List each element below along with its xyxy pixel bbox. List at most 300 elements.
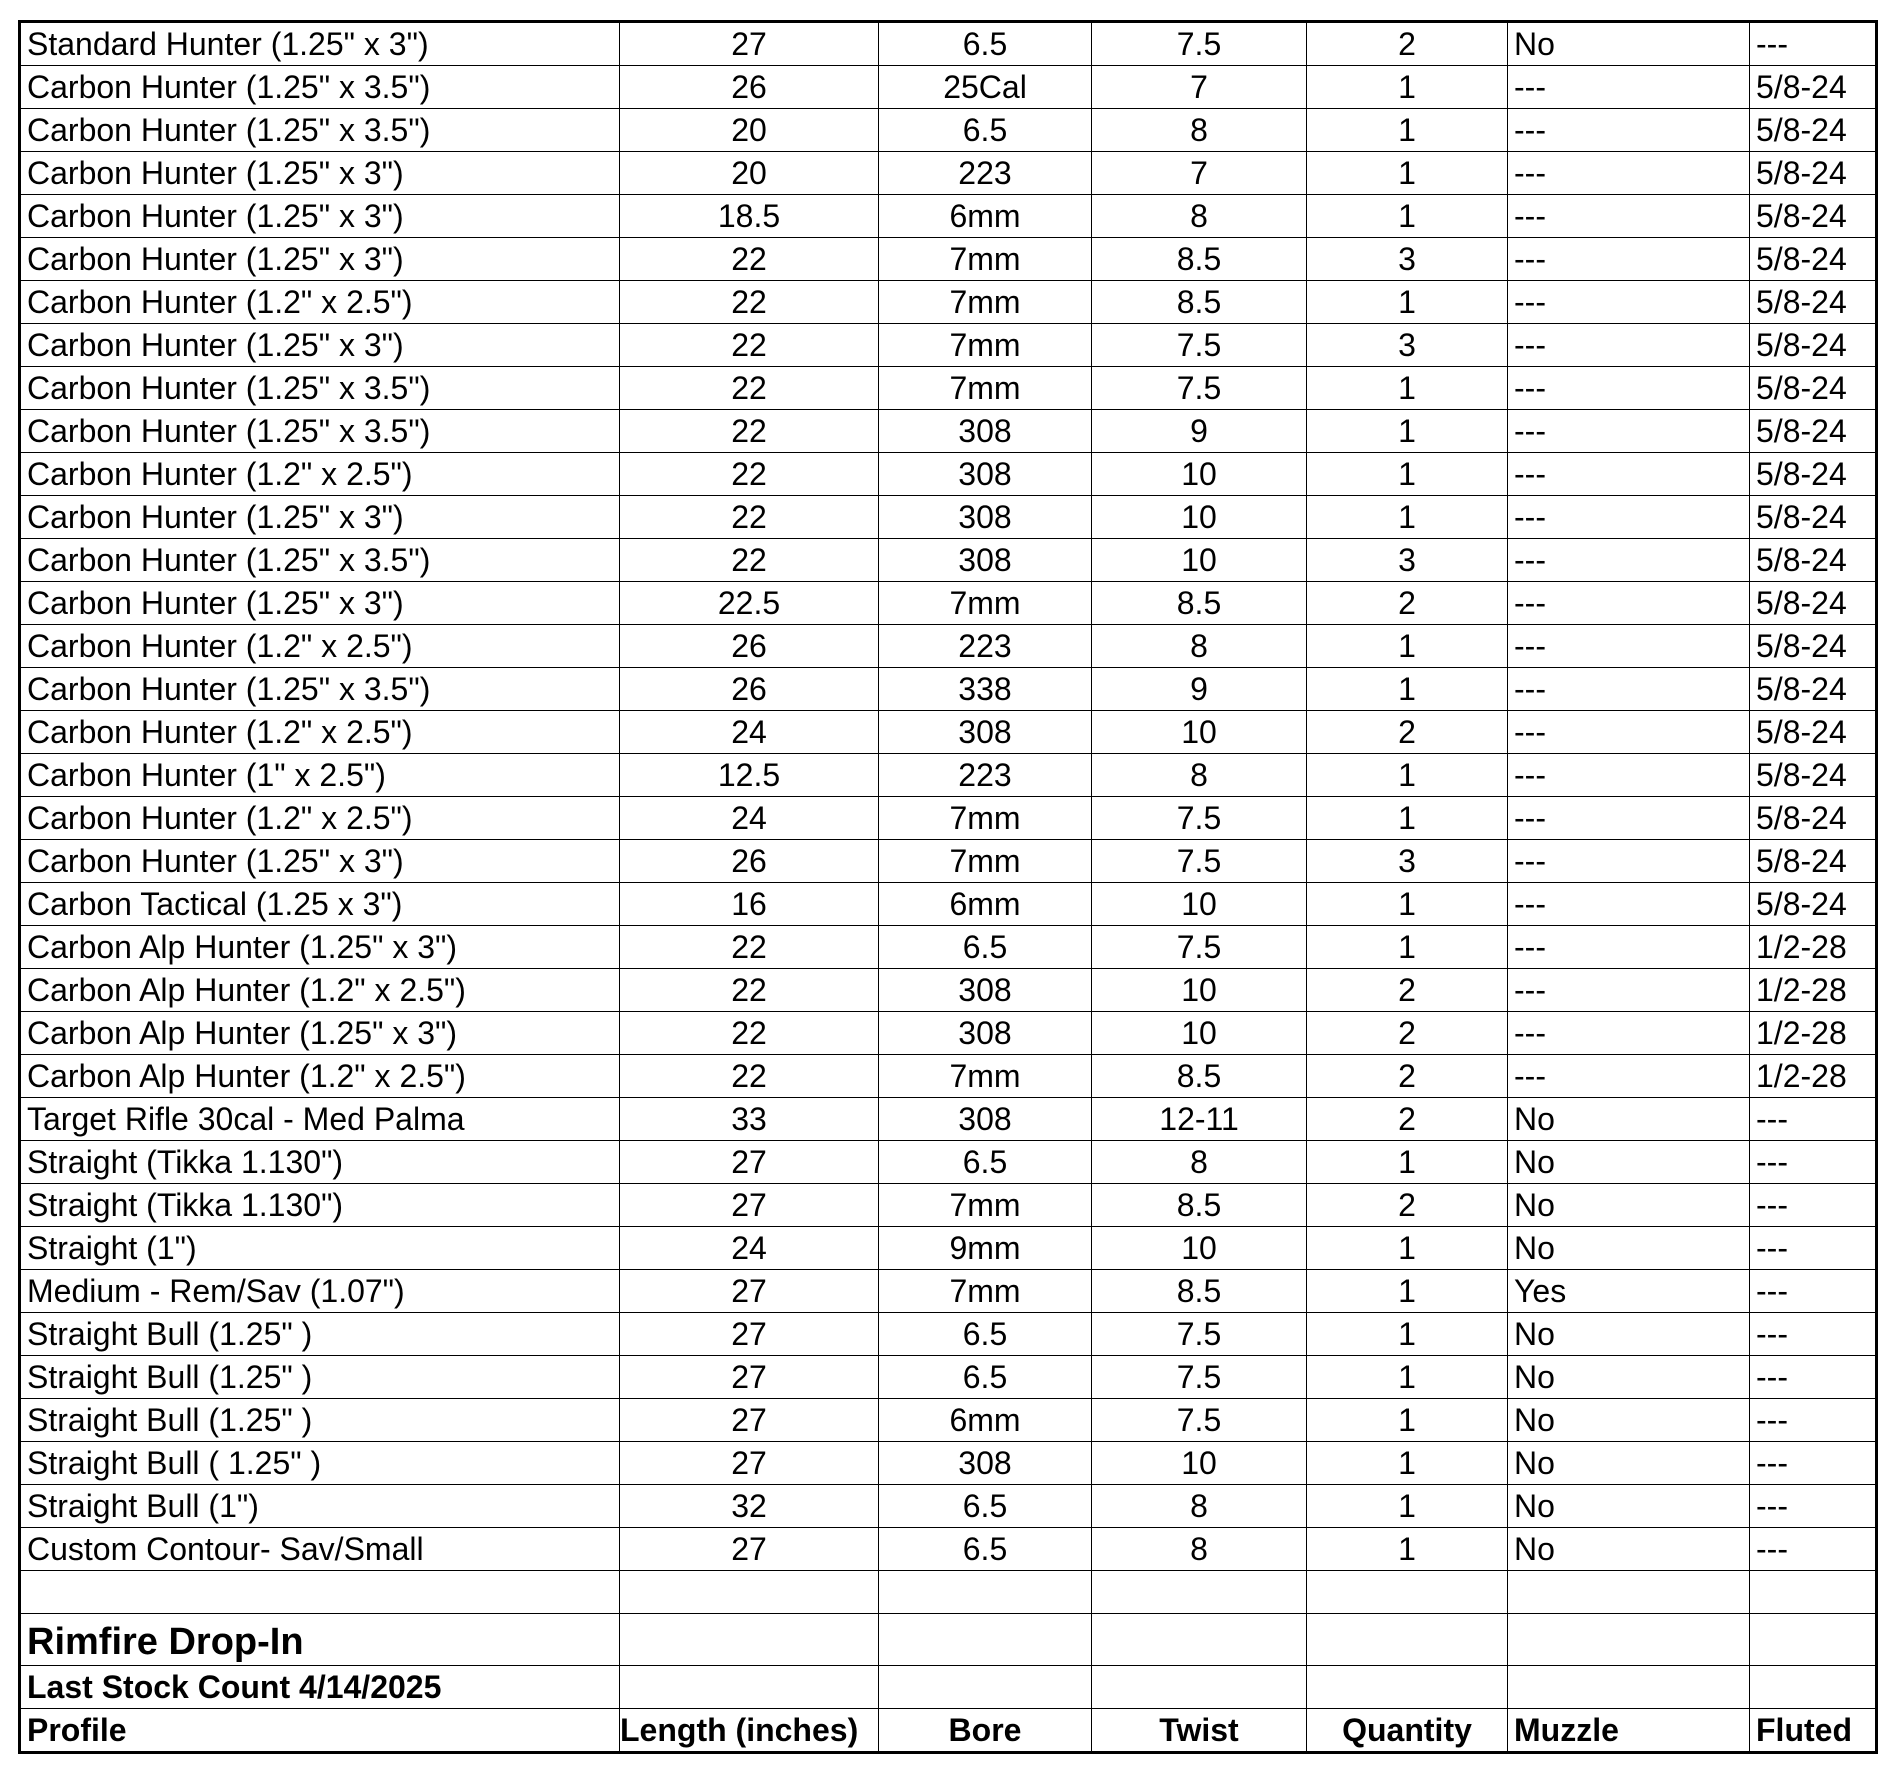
table-row <box>20 453 1877 496</box>
cell-muzzle[interactable]: No <box>1508 1528 1750 1571</box>
cell-length[interactable]: 27 <box>620 1184 879 1227</box>
cell-twist[interactable]: 8 <box>1092 1528 1307 1571</box>
cell[interactable] <box>1508 1571 1750 1614</box>
cell-muzzle[interactable]: --- <box>1508 281 1750 324</box>
cell-twist[interactable]: 8 <box>1092 195 1307 238</box>
table-body <box>20 22 1877 1571</box>
cell-profile[interactable]: Straight Bull (1") <box>20 1485 620 1528</box>
cell-length[interactable]: 22 <box>620 1012 879 1055</box>
cell-length[interactable]: 20 <box>620 109 879 152</box>
cell-muzzle[interactable]: --- <box>1508 840 1750 883</box>
cell-profile[interactable]: Carbon Hunter (1.2" x 2.5") <box>20 281 620 324</box>
table-row <box>20 238 1877 281</box>
cell-length[interactable]: 22 <box>620 238 879 281</box>
cell[interactable] <box>879 1571 1092 1614</box>
cell-fluted[interactable]: 5/8-24 <box>1750 711 1877 754</box>
cell-muzzle[interactable]: --- <box>1508 668 1750 711</box>
table-row <box>20 1399 1877 1442</box>
cell-bore[interactable]: 308 <box>879 496 1092 539</box>
cell-profile[interactable]: Straight Bull (1.25" ) <box>20 1399 620 1442</box>
cell-quantity[interactable]: 1 <box>1307 152 1508 195</box>
cell-bore[interactable]: 9mm <box>879 1227 1092 1270</box>
cell-twist[interactable]: 12-11 <box>1092 1098 1307 1141</box>
cell[interactable] <box>1307 1571 1508 1614</box>
cell-twist[interactable]: 8 <box>1092 1485 1307 1528</box>
cell-length[interactable]: 22 <box>620 926 879 969</box>
cell-fluted[interactable]: 5/8-24 <box>1750 453 1877 496</box>
cell-profile[interactable]: Carbon Alp Hunter (1.25" x 3") <box>20 1012 620 1055</box>
cell[interactable] <box>1092 1614 1307 1666</box>
cell[interactable] <box>620 1666 879 1709</box>
cell-length[interactable]: 24 <box>620 1227 879 1270</box>
cell-bore[interactable]: 308 <box>879 1012 1092 1055</box>
cell-fluted[interactable]: --- <box>1750 1270 1877 1313</box>
cell-fluted[interactable]: 1/2-28 <box>1750 1055 1877 1098</box>
section-title-row <box>20 1614 1877 1666</box>
cell-profile[interactable]: Carbon Tactical (1.25 x 3") <box>20 883 620 926</box>
cell-muzzle[interactable]: No <box>1508 1356 1750 1399</box>
cell-bore[interactable]: 6.5 <box>879 109 1092 152</box>
cell-quantity[interactable]: 3 <box>1307 840 1508 883</box>
cell-length[interactable]: 27 <box>620 1528 879 1571</box>
cell-profile[interactable]: Carbon Hunter (1.25" x 3.5") <box>20 539 620 582</box>
cell-bore[interactable]: 308 <box>879 1442 1092 1485</box>
cell-muzzle[interactable]: --- <box>1508 410 1750 453</box>
cell-bore[interactable]: 6.5 <box>879 1313 1092 1356</box>
cell-length[interactable]: 22 <box>620 324 879 367</box>
cell-quantity[interactable]: 1 <box>1307 1227 1508 1270</box>
cell-profile[interactable]: Carbon Hunter (1.25" x 3") <box>20 324 620 367</box>
table-row <box>20 1313 1877 1356</box>
cell-muzzle[interactable]: No <box>1508 1485 1750 1528</box>
cell-muzzle[interactable]: --- <box>1508 797 1750 840</box>
cell-length[interactable]: 26 <box>620 66 879 109</box>
cell-twist[interactable]: 7.5 <box>1092 1399 1307 1442</box>
cell-quantity[interactable]: 1 <box>1307 410 1508 453</box>
cell-quantity[interactable]: 1 <box>1307 926 1508 969</box>
cell-twist[interactable]: 8.5 <box>1092 582 1307 625</box>
cell-length[interactable]: 22 <box>620 367 879 410</box>
cell-length[interactable]: 22 <box>620 969 879 1012</box>
cell-fluted[interactable]: 5/8-24 <box>1750 152 1877 195</box>
cell-length[interactable]: 27 <box>620 22 879 66</box>
cell-fluted[interactable]: --- <box>1750 1184 1877 1227</box>
cell-bore[interactable]: 7mm <box>879 1184 1092 1227</box>
cell[interactable] <box>620 1614 879 1666</box>
cell-twist[interactable]: 7.5 <box>1092 797 1307 840</box>
cell-muzzle[interactable]: No <box>1508 1442 1750 1485</box>
cell-fluted[interactable]: 1/2-28 <box>1750 969 1877 1012</box>
table-row <box>20 496 1877 539</box>
cell[interactable] <box>1508 1666 1750 1709</box>
cell-bore[interactable]: 6.5 <box>879 926 1092 969</box>
cell-length[interactable]: 22 <box>620 539 879 582</box>
cell-bore[interactable]: 6.5 <box>879 1528 1092 1571</box>
cell-length[interactable]: 27 <box>620 1442 879 1485</box>
cell-quantity[interactable]: 1 <box>1307 1399 1508 1442</box>
cell-bore[interactable]: 25Cal <box>879 66 1092 109</box>
cell-bore[interactable]: 308 <box>879 969 1092 1012</box>
cell-bore[interactable]: 7mm <box>879 1270 1092 1313</box>
table-row <box>20 152 1877 195</box>
cell-twist[interactable]: 8 <box>1092 1141 1307 1184</box>
cell-fluted[interactable]: 1/2-28 <box>1750 1012 1877 1055</box>
cell-fluted[interactable]: --- <box>1750 1356 1877 1399</box>
cell-muzzle[interactable]: --- <box>1508 238 1750 281</box>
cell-twist[interactable]: 9 <box>1092 668 1307 711</box>
cell-bore[interactable]: 308 <box>879 410 1092 453</box>
cell-fluted[interactable]: 5/8-24 <box>1750 367 1877 410</box>
cell[interactable] <box>1307 1666 1508 1709</box>
header-bore: Bore <box>879 1709 1092 1753</box>
cell-twist[interactable]: 7.5 <box>1092 1356 1307 1399</box>
section-footer <box>20 1571 1877 1753</box>
header-twist: Twist <box>1092 1709 1307 1753</box>
cell[interactable] <box>1092 1571 1307 1614</box>
cell-bore[interactable]: 6.5 <box>879 1356 1092 1399</box>
cell-quantity[interactable]: 1 <box>1307 1141 1508 1184</box>
cell-fluted[interactable]: 5/8-24 <box>1750 195 1877 238</box>
cell-profile[interactable]: Custom Contour- Sav/Small <box>20 1528 620 1571</box>
cell-twist[interactable]: 8 <box>1092 754 1307 797</box>
cell-fluted[interactable]: --- <box>1750 1141 1877 1184</box>
cell-profile[interactable]: Straight (Tikka 1.130") <box>20 1141 620 1184</box>
cell-quantity[interactable]: 2 <box>1307 711 1508 754</box>
cell-bore[interactable]: 7mm <box>879 1055 1092 1098</box>
cell-fluted[interactable]: 5/8-24 <box>1750 668 1877 711</box>
cell-fluted[interactable]: 5/8-24 <box>1750 410 1877 453</box>
cell-length[interactable]: 26 <box>620 840 879 883</box>
cell-length[interactable]: 22 <box>620 281 879 324</box>
table-row <box>20 281 1877 324</box>
cell-length[interactable]: 32 <box>620 1485 879 1528</box>
cell-bore[interactable]: 7mm <box>879 840 1092 883</box>
cell-muzzle[interactable]: No <box>1508 1141 1750 1184</box>
cell-bore[interactable]: 6.5 <box>879 22 1092 66</box>
cell-twist[interactable]: 10 <box>1092 711 1307 754</box>
cell-fluted[interactable]: 5/8-24 <box>1750 109 1877 152</box>
blank-row <box>20 1571 1877 1614</box>
cell[interactable] <box>1750 1614 1877 1666</box>
cell-muzzle[interactable]: --- <box>1508 496 1750 539</box>
cell[interactable] <box>1307 1614 1508 1666</box>
cell-quantity[interactable]: 2 <box>1307 1184 1508 1227</box>
cell-quantity[interactable]: 2 <box>1307 1055 1508 1098</box>
cell-quantity[interactable]: 1 <box>1307 754 1508 797</box>
cell-fluted[interactable]: 5/8-24 <box>1750 281 1877 324</box>
cell-bore[interactable]: 338 <box>879 668 1092 711</box>
cell-quantity[interactable]: 3 <box>1307 539 1508 582</box>
cell-bore[interactable]: 308 <box>879 453 1092 496</box>
cell-quantity[interactable]: 1 <box>1307 1313 1508 1356</box>
header-length: Length (inches) <box>620 1709 879 1753</box>
cell-bore[interactable]: 308 <box>879 539 1092 582</box>
table-row <box>20 926 1877 969</box>
cell-profile[interactable]: Carbon Hunter (1.2" x 2.5") <box>20 797 620 840</box>
table-row <box>20 66 1877 109</box>
cell-bore[interactable]: 7mm <box>879 238 1092 281</box>
table-row <box>20 1012 1877 1055</box>
cell-twist[interactable]: 8.5 <box>1092 1055 1307 1098</box>
cell-muzzle[interactable]: --- <box>1508 1055 1750 1098</box>
cell-bore[interactable]: 223 <box>879 625 1092 668</box>
cell-length[interactable]: 27 <box>620 1270 879 1313</box>
cell-twist[interactable]: 8 <box>1092 109 1307 152</box>
cell-muzzle[interactable]: --- <box>1508 883 1750 926</box>
cell-twist[interactable]: 10 <box>1092 496 1307 539</box>
table-row <box>20 625 1877 668</box>
cell[interactable] <box>1750 1666 1877 1709</box>
cell-quantity[interactable]: 1 <box>1307 1442 1508 1485</box>
cell-fluted[interactable]: --- <box>1750 1227 1877 1270</box>
table-row <box>20 797 1877 840</box>
cell-quantity[interactable]: 1 <box>1307 625 1508 668</box>
cell-muzzle[interactable]: No <box>1508 22 1750 66</box>
cell-fluted[interactable]: 5/8-24 <box>1750 539 1877 582</box>
cell-profile[interactable]: Medium - Rem/Sav (1.07") <box>20 1270 620 1313</box>
cell-length[interactable]: 22 <box>620 1055 879 1098</box>
cell-profile[interactable]: Carbon Hunter (1.25" x 3") <box>20 152 620 195</box>
cell-fluted[interactable]: --- <box>1750 1442 1877 1485</box>
cell-muzzle[interactable]: --- <box>1508 582 1750 625</box>
table-row <box>20 109 1877 152</box>
cell[interactable] <box>20 1571 620 1614</box>
cell-fluted[interactable]: 5/8-24 <box>1750 238 1877 281</box>
cell-quantity[interactable]: 1 <box>1307 797 1508 840</box>
cell-quantity[interactable]: 2 <box>1307 582 1508 625</box>
cell-bore[interactable]: 6mm <box>879 883 1092 926</box>
cell-bore[interactable]: 6mm <box>879 1399 1092 1442</box>
cell-fluted[interactable]: 5/8-24 <box>1750 797 1877 840</box>
stock-count-row <box>20 1666 1877 1709</box>
cell-quantity[interactable]: 2 <box>1307 1012 1508 1055</box>
cell-length[interactable]: 27 <box>620 1356 879 1399</box>
cell-length[interactable]: 24 <box>620 797 879 840</box>
cell-profile[interactable]: Carbon Hunter (1.2" x 2.5") <box>20 625 620 668</box>
cell-profile[interactable]: Straight Bull ( 1.25" ) <box>20 1442 620 1485</box>
cell-bore[interactable]: 7mm <box>879 797 1092 840</box>
cell-fluted[interactable]: 5/8-24 <box>1750 754 1877 797</box>
cell-quantity[interactable]: 2 <box>1307 969 1508 1012</box>
cell-quantity[interactable]: 1 <box>1307 109 1508 152</box>
cell-fluted[interactable]: --- <box>1750 1313 1877 1356</box>
cell-twist[interactable]: 8 <box>1092 625 1307 668</box>
cell-fluted[interactable]: 5/8-24 <box>1750 324 1877 367</box>
header-fluted: Fluted <box>1750 1709 1877 1753</box>
cell-profile[interactable]: Carbon Hunter (1.25" x 3") <box>20 195 620 238</box>
cell-fluted[interactable]: 1/2-28 <box>1750 926 1877 969</box>
table-row <box>20 1184 1877 1227</box>
cell-quantity[interactable]: 2 <box>1307 22 1508 66</box>
cell-profile[interactable]: Straight (Tikka 1.130") <box>20 1184 620 1227</box>
cell-twist[interactable]: 10 <box>1092 453 1307 496</box>
cell[interactable] <box>620 1571 879 1614</box>
cell-muzzle[interactable]: --- <box>1508 711 1750 754</box>
cell-twist[interactable]: 10 <box>1092 539 1307 582</box>
cell-quantity[interactable]: 1 <box>1307 1270 1508 1313</box>
cell-quantity[interactable]: 1 <box>1307 195 1508 238</box>
cell-bore[interactable]: 6mm <box>879 195 1092 238</box>
cell-twist[interactable]: 8.5 <box>1092 238 1307 281</box>
cell-muzzle[interactable]: Yes <box>1508 1270 1750 1313</box>
table-row <box>20 367 1877 410</box>
cell-bore[interactable]: 7mm <box>879 582 1092 625</box>
cell-twist[interactable]: 10 <box>1092 969 1307 1012</box>
cell[interactable] <box>1750 1571 1877 1614</box>
cell-twist[interactable]: 7 <box>1092 66 1307 109</box>
cell-twist[interactable]: 7.5 <box>1092 324 1307 367</box>
cell-fluted[interactable]: --- <box>1750 1098 1877 1141</box>
table-row <box>20 539 1877 582</box>
cell-profile[interactable]: Carbon Hunter (1.25" x 3.5") <box>20 109 620 152</box>
cell-profile[interactable]: Straight Bull (1.25" ) <box>20 1313 620 1356</box>
cell-length[interactable]: 18.5 <box>620 195 879 238</box>
cell-muzzle[interactable]: --- <box>1508 625 1750 668</box>
cell-profile[interactable]: Carbon Alp Hunter (1.25" x 3") <box>20 926 620 969</box>
cell-muzzle[interactable]: --- <box>1508 1012 1750 1055</box>
cell-profile[interactable]: Straight Bull (1.25" ) <box>20 1356 620 1399</box>
cell-twist[interactable]: 10 <box>1092 1227 1307 1270</box>
cell-length[interactable]: 27 <box>620 1313 879 1356</box>
cell-muzzle[interactable]: No <box>1508 1313 1750 1356</box>
cell-profile[interactable]: Standard Hunter (1.25" x 3") <box>20 22 620 66</box>
cell-twist[interactable]: 7.5 <box>1092 926 1307 969</box>
cell-length[interactable]: 24 <box>620 711 879 754</box>
cell-fluted[interactable]: 5/8-24 <box>1750 66 1877 109</box>
cell-profile[interactable]: Carbon Hunter (1.2" x 2.5") <box>20 453 620 496</box>
cell-twist[interactable]: 9 <box>1092 410 1307 453</box>
table-row <box>20 1098 1877 1141</box>
cell-length[interactable]: 26 <box>620 625 879 668</box>
cell-muzzle[interactable]: --- <box>1508 367 1750 410</box>
cell-profile[interactable]: Carbon Alp Hunter (1.2" x 2.5") <box>20 1055 620 1098</box>
table-row <box>20 840 1877 883</box>
cell-length[interactable]: 22 <box>620 453 879 496</box>
cell-twist[interactable]: 8.5 <box>1092 1184 1307 1227</box>
cell-muzzle[interactable]: --- <box>1508 754 1750 797</box>
cell[interactable] <box>1508 1614 1750 1666</box>
cell-length[interactable]: 33 <box>620 1098 879 1141</box>
cell-quantity[interactable]: 1 <box>1307 281 1508 324</box>
cell-quantity[interactable]: 1 <box>1307 883 1508 926</box>
cell-profile[interactable]: Carbon Hunter (1.25" x 3") <box>20 582 620 625</box>
cell-profile[interactable]: Carbon Alp Hunter (1.2" x 2.5") <box>20 969 620 1012</box>
cell-quantity[interactable]: 1 <box>1307 453 1508 496</box>
cell-quantity[interactable]: 2 <box>1307 1098 1508 1141</box>
cell-quantity[interactable]: 1 <box>1307 1356 1508 1399</box>
cell-twist[interactable]: 7.5 <box>1092 22 1307 66</box>
cell-fluted[interactable]: 5/8-24 <box>1750 840 1877 883</box>
cell-quantity[interactable]: 1 <box>1307 1485 1508 1528</box>
cell-length[interactable]: 22.5 <box>620 582 879 625</box>
cell-profile[interactable]: Carbon Hunter (1.25" x 3") <box>20 496 620 539</box>
cell-length[interactable]: 26 <box>620 668 879 711</box>
cell-length[interactable]: 20 <box>620 152 879 195</box>
cell-bore[interactable]: 7mm <box>879 324 1092 367</box>
cell-muzzle[interactable]: --- <box>1508 195 1750 238</box>
cell-profile[interactable]: Carbon Hunter (1.25" x 3.5") <box>20 367 620 410</box>
cell-twist[interactable]: 10 <box>1092 883 1307 926</box>
cell-profile[interactable]: Carbon Hunter (1.25" x 3.5") <box>20 66 620 109</box>
cell-bore[interactable]: 7mm <box>879 367 1092 410</box>
cell-profile[interactable]: Straight (1") <box>20 1227 620 1270</box>
cell-fluted[interactable]: --- <box>1750 22 1877 66</box>
cell-muzzle[interactable]: --- <box>1508 453 1750 496</box>
cell-quantity[interactable]: 3 <box>1307 238 1508 281</box>
cell-profile[interactable]: Carbon Hunter (1.25" x 3") <box>20 238 620 281</box>
cell-profile[interactable]: Carbon Hunter (1.25" x 3") <box>20 840 620 883</box>
cell-length[interactable]: 22 <box>620 410 879 453</box>
cell-muzzle[interactable]: --- <box>1508 324 1750 367</box>
cell-length[interactable]: 27 <box>620 1141 879 1184</box>
cell-twist[interactable]: 7.5 <box>1092 1313 1307 1356</box>
cell-twist[interactable]: 10 <box>1092 1442 1307 1485</box>
cell-muzzle[interactable]: --- <box>1508 109 1750 152</box>
cell-length[interactable]: 22 <box>620 496 879 539</box>
cell-muzzle[interactable]: No <box>1508 1184 1750 1227</box>
cell[interactable] <box>1092 1666 1307 1709</box>
cell-length[interactable]: 27 <box>620 1399 879 1442</box>
cell-quantity[interactable]: 1 <box>1307 496 1508 539</box>
cell-twist[interactable]: 7.5 <box>1092 367 1307 410</box>
cell-length[interactable]: 16 <box>620 883 879 926</box>
cell-length[interactable]: 12.5 <box>620 754 879 797</box>
cell-profile[interactable]: Carbon Hunter (1.2" x 2.5") <box>20 711 620 754</box>
cell-quantity[interactable]: 1 <box>1307 1528 1508 1571</box>
cell-quantity[interactable]: 1 <box>1307 668 1508 711</box>
cell-fluted[interactable]: 5/8-24 <box>1750 582 1877 625</box>
cell-twist[interactable]: 8.5 <box>1092 1270 1307 1313</box>
cell-profile[interactable]: Carbon Hunter (1.25" x 3.5") <box>20 410 620 453</box>
cell-bore[interactable]: 308 <box>879 711 1092 754</box>
cell-profile[interactable]: Carbon Hunter (1" x 2.5") <box>20 754 620 797</box>
cell-twist[interactable]: 7.5 <box>1092 840 1307 883</box>
cell-bore[interactable]: 223 <box>879 152 1092 195</box>
cell-twist[interactable]: 7 <box>1092 152 1307 195</box>
cell-muzzle[interactable]: --- <box>1508 66 1750 109</box>
header-muzzle: Muzzle <box>1508 1709 1750 1753</box>
cell-quantity[interactable]: 1 <box>1307 66 1508 109</box>
table-row <box>20 1227 1877 1270</box>
cell-bore[interactable]: 6.5 <box>879 1485 1092 1528</box>
cell-muzzle[interactable]: --- <box>1508 969 1750 1012</box>
cell-bore[interactable]: 223 <box>879 754 1092 797</box>
cell-fluted[interactable]: --- <box>1750 1485 1877 1528</box>
cell-fluted[interactable]: 5/8-24 <box>1750 883 1877 926</box>
cell-profile[interactable]: Carbon Hunter (1.25" x 3.5") <box>20 668 620 711</box>
cell-fluted[interactable]: --- <box>1750 1399 1877 1442</box>
cell-muzzle[interactable]: No <box>1508 1399 1750 1442</box>
cell[interactable] <box>879 1666 1092 1709</box>
cell-quantity[interactable]: 3 <box>1307 324 1508 367</box>
cell-fluted[interactable]: 5/8-24 <box>1750 625 1877 668</box>
cell-muzzle[interactable]: No <box>1508 1227 1750 1270</box>
cell-twist[interactable]: 8.5 <box>1092 281 1307 324</box>
cell-bore[interactable]: 7mm <box>879 281 1092 324</box>
cell-muzzle[interactable]: --- <box>1508 152 1750 195</box>
cell-muzzle[interactable]: --- <box>1508 539 1750 582</box>
cell-bore[interactable]: 308 <box>879 1098 1092 1141</box>
cell-bore[interactable]: 6.5 <box>879 1141 1092 1184</box>
cell[interactable] <box>879 1614 1092 1666</box>
cell-fluted[interactable]: 5/8-24 <box>1750 496 1877 539</box>
cell-muzzle[interactable]: --- <box>1508 926 1750 969</box>
cell-muzzle[interactable]: No <box>1508 1098 1750 1141</box>
cell-fluted[interactable]: --- <box>1750 1528 1877 1571</box>
cell-quantity[interactable]: 1 <box>1307 367 1508 410</box>
cell-twist[interactable]: 10 <box>1092 1012 1307 1055</box>
cell-profile[interactable]: Target Rifle 30cal - Med Palma <box>20 1098 620 1141</box>
